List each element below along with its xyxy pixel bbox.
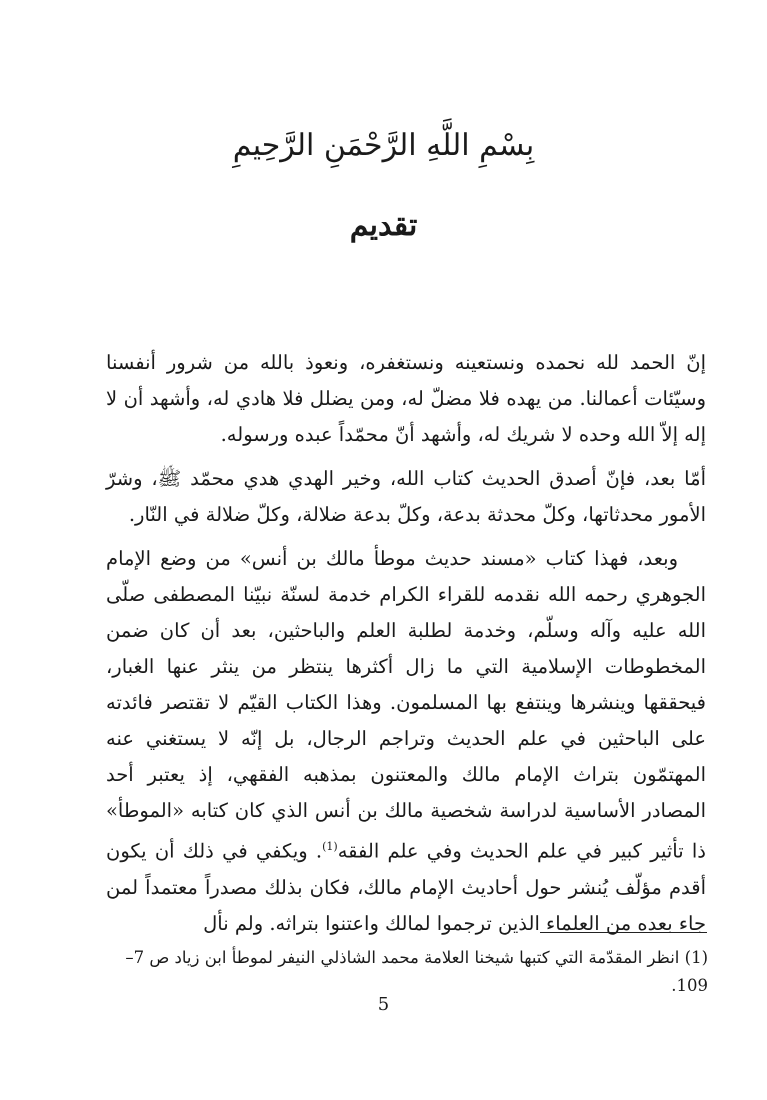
basmala-heading: بِسْمِ اللَّهِ الرَّحْمَنِ الرَّحِيمِ [232, 128, 535, 163]
paragraph-3-part-2: . ويكفي في ذلك أن يكون أقدم مؤلّف يُنشر حول أحاديث الإمام مالك، فكان بذلك مصدراً معتمداً لمن جاء بعده من العلماء الذين ترجموا لمالك واعتنوا بتراثه. ولم نأل [106, 839, 706, 935]
footnote: (1) انظر المقدّمة التي كتبها شيخنا العلامة محمد الشاذلي النيفر لموطأ ابن زياد ص 7–109. [125, 948, 708, 995]
paragraph-1: إنّ الحمد لله نحمده ونستعينه ونستغفره، ونعوذ بالله من شرور أنفسنا وسيّئات أعمالنا. من يهده فلا مضلّ له، ومن يضلل فلا هادي له، وأشهد أن لا إله إلاّ الله وحده لا شريك له، وأشهد أنّ محمّداً عبده ورسوله. [106, 351, 706, 446]
page-title: تقديم [349, 208, 418, 243]
paragraph-2: أمّا بعد، فإنّ أصدق الحديث كتاب الله، وخير الهدي هدي محمّد ﷺ، وشرّ الأمور محدثاتها، وكلّ محدثة بدعة، وكلّ بدعة ضلالة، وكلّ ضلالة في النّار. [106, 467, 706, 526]
body-text [106, 345, 706, 950]
footnote-divider [540, 932, 707, 933]
footnote-reference: (1) [322, 840, 338, 853]
page-number: 5 [377, 994, 390, 1015]
paragraph-3 [106, 541, 706, 942]
paragraph-3-part-1: وبعد، فهذا كتاب «مسند حديث موطأ مالك بن أنس» من وضع الإمام الجوهري رحمه الله نقدمه للقراء الكرام خدمة لسنّة نبيّنا المصطفى صلّى الله عليه وآله وسلّم، وخدمة لطلبة العلم والباحثين، بعد أن كان ضمن المخطوطات الإسلامية التي ما زال أكثرها ينتظر من ينثر عنها الغبار، فيحققها وينشرها وينتفع بها المسلمون. وهذا الكتاب القيّم لا تقتصر فائدته على الباحثين في علم الحديث وتراجم الرجال، بل إنّه لا يستغني عنه المهتمّون بتراث الإمام مالك والمعتنون بمذهبه الفقهي، إذ يعتبر أحد المصادر الأساسية لدراسة شخصية مالك بن أنس الذي كان كتابه «الموطأ» ذا تأثير كبير في علم الحديث وفي علم الفقه [106, 547, 706, 863]
